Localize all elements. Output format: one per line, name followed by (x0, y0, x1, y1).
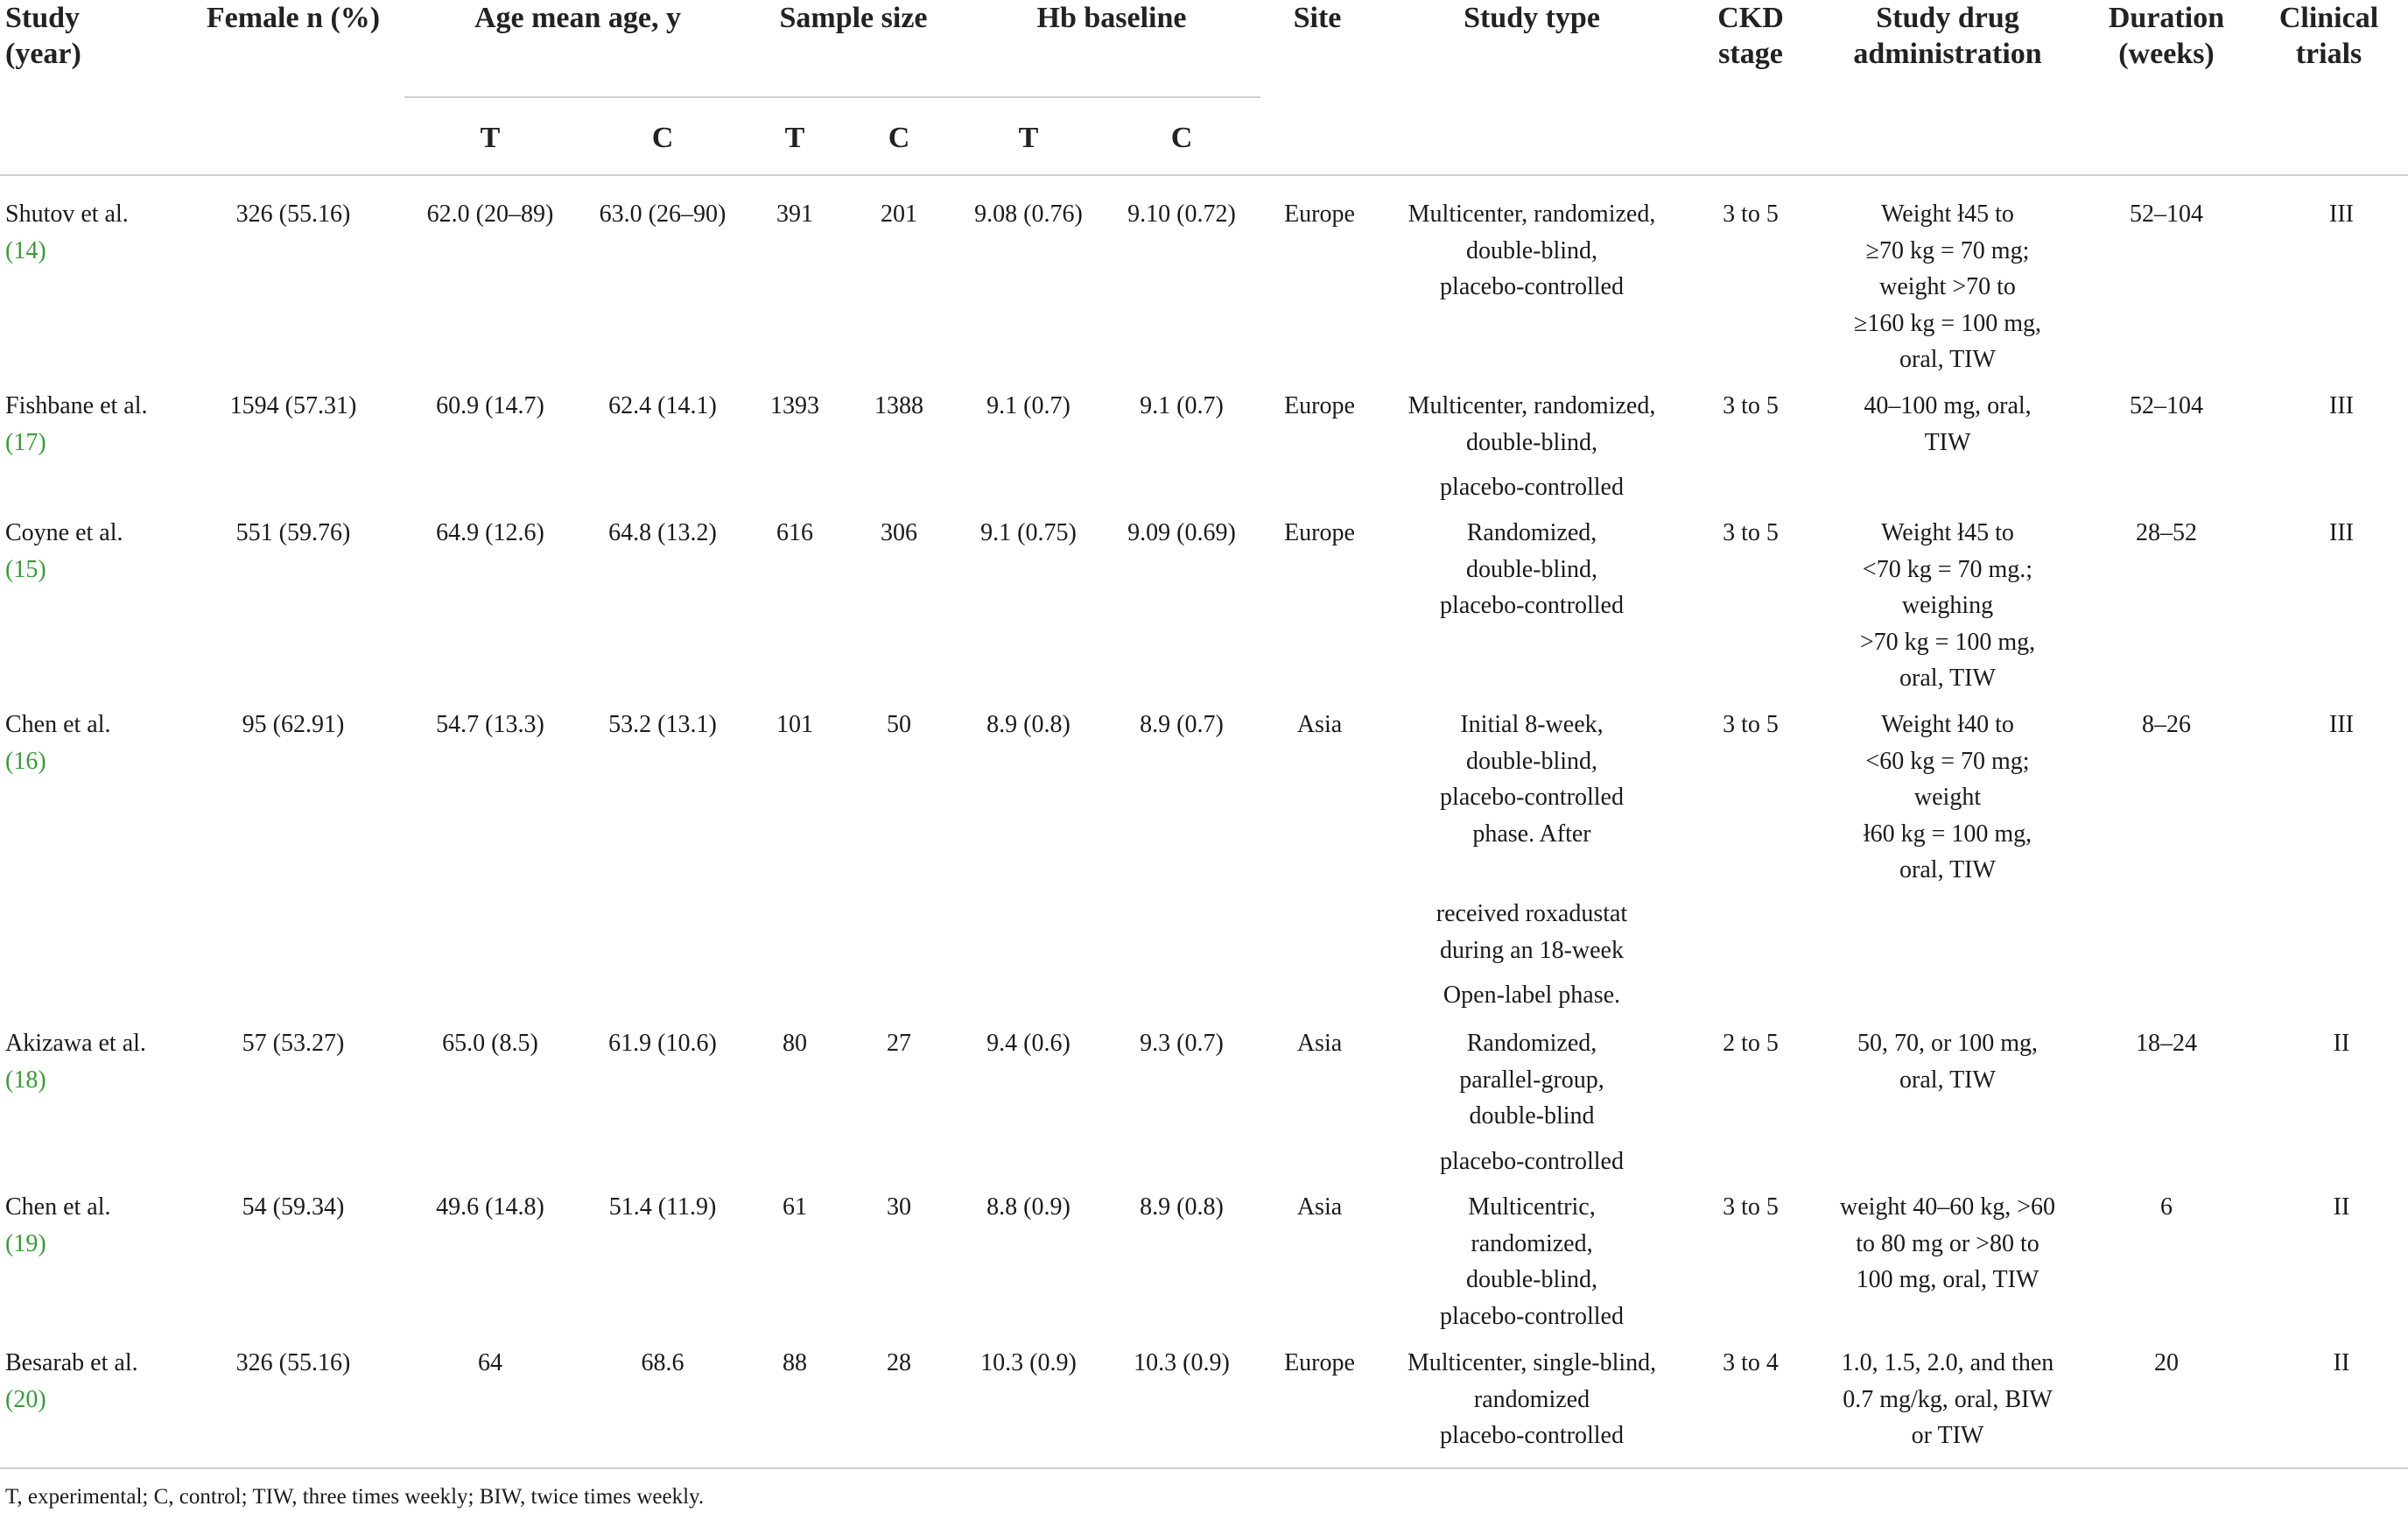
header-duration: Duration (weeks) (2108, 2, 2225, 70)
site-cell: Asia (1296, 1193, 1343, 1221)
hb-t-cell: 8.8 (0.9) (986, 1193, 1071, 1221)
hb-c-cell: 9.10 (0.72) (1127, 201, 1236, 228)
site-cell: Asia (1296, 711, 1343, 738)
hb-c-cell: 9.09 (0.69) (1127, 519, 1236, 546)
subheader-age-t: T (480, 122, 501, 154)
site-cell: Europe (1284, 392, 1355, 419)
drug-cell: Weight ł45 to <70 kg = 70 mg.; weighing >70 kg = 100 mg, oral, TIW (1859, 519, 2036, 692)
drug-cell: Weight ł45 to ≥70 kg = 70 mg; weight >70 to ≥160 kg = 100 mg, oral, TIW (1854, 201, 2041, 373)
header-bottom-rule (0, 174, 2408, 176)
duration-cell: 6 (2160, 1193, 2173, 1221)
age-c-cell: 62.4 (14.1) (608, 392, 717, 419)
duration-cell: 52–104 (2130, 201, 2203, 228)
sample-t-cell: 1393 (770, 392, 819, 419)
sample-c-cell: 201 (881, 201, 917, 228)
drug-cell: 40–100 mg, oral, TIW (1864, 392, 2032, 456)
hb-t-cell: 8.9 (0.8) (986, 711, 1071, 738)
hb-c-cell: 8.9 (0.7) (1140, 711, 1224, 738)
header-hb-baseline: Hb baseline (1036, 2, 1187, 34)
age-t-cell: 54.7 (13.3) (436, 711, 544, 738)
header-site: Site (1293, 2, 1342, 34)
hb-t-cell: 10.3 (0.9) (980, 1349, 1077, 1376)
ckd-cell: 2 to 5 (1723, 1030, 1779, 1057)
age-t-cell: 60.9 (14.7) (436, 392, 544, 419)
study-type-cell: Randomized, double-blind, placebo-controlled (1440, 519, 1624, 619)
subheader-sample-c: C (888, 122, 910, 154)
duration-cell: 8–26 (2142, 711, 2191, 738)
age-c-cell: 63.0 (26–90) (599, 201, 727, 228)
female-cell: 57 (53.27) (242, 1030, 345, 1057)
age-c-cell: 61.9 (10.6) (608, 1030, 717, 1057)
study-cell: Chen et al. (16) (5, 711, 111, 775)
ckd-cell: 3 to 5 (1723, 201, 1779, 228)
study-cell: Coyne et al. (15) (5, 519, 123, 583)
study-cell: Shutov et al. (14) (5, 201, 129, 264)
header-ckd-stage: CKD stage (1717, 2, 1784, 70)
female-cell: 551 (59.76) (235, 519, 351, 546)
trial-cell: II (2333, 1193, 2350, 1221)
header-female: Female n (%) (206, 2, 381, 34)
subheader-sample-t: T (784, 122, 805, 154)
sample-t-cell: 61 (783, 1193, 807, 1221)
female-cell: 54 (59.34) (242, 1193, 345, 1221)
ckd-cell: 3 to 5 (1723, 519, 1779, 546)
ckd-cell: 3 to 5 (1723, 392, 1779, 419)
study-type-cell: Multicentric, randomized, double-blind, placebo-controlled (1440, 1193, 1624, 1330)
trial-cell: III (2329, 519, 2354, 546)
sample-t-cell: 101 (776, 711, 813, 738)
header-study-drug: Study drug administration (1853, 2, 2042, 70)
header-group-rule (404, 96, 1260, 98)
study-cell: Besarab et al. (20) (5, 1349, 138, 1413)
study-type-cell: Initial 8-week, double-blind, placebo-controlled phase. After received roxadustat during an 18-week Open-label phase. (1436, 711, 1628, 1009)
sample-t-cell: 391 (776, 201, 813, 228)
hb-c-cell: 10.3 (0.9) (1134, 1349, 1230, 1376)
subheader-hb-t: T (1018, 122, 1039, 154)
study-type-cell: Multicenter, randomized, double-blind, placebo-controlled (1408, 201, 1656, 300)
subheader-hb-c: C (1170, 122, 1193, 154)
sample-c-cell: 28 (887, 1349, 911, 1376)
age-c-cell: 68.6 (641, 1349, 684, 1376)
study-type-cell: Multicenter, single-blind, randomized placebo-controlled (1407, 1349, 1657, 1449)
age-t-cell: 64 (478, 1349, 502, 1376)
sample-t-cell: 88 (783, 1349, 807, 1376)
trial-cell: II (2333, 1349, 2350, 1376)
female-cell: 95 (62.91) (242, 711, 345, 738)
trial-cell: III (2329, 201, 2354, 228)
female-cell: 326 (55.16) (235, 201, 351, 228)
hb-c-cell: 9.3 (0.7) (1140, 1030, 1224, 1057)
trial-cell: III (2329, 711, 2354, 738)
age-c-cell: 51.4 (11.9) (608, 1193, 717, 1221)
hb-c-cell: 8.9 (0.8) (1140, 1193, 1224, 1221)
sample-c-cell: 1388 (874, 392, 923, 419)
sample-c-cell: 306 (881, 519, 917, 546)
hb-t-cell: 9.1 (0.7) (986, 392, 1071, 419)
hb-t-cell: 9.1 (0.75) (980, 519, 1077, 546)
duration-cell: 28–52 (2136, 519, 2197, 546)
age-t-cell: 49.6 (14.8) (436, 1193, 544, 1221)
sample-t-cell: 616 (776, 519, 813, 546)
ckd-cell: 3 to 5 (1723, 711, 1779, 738)
hb-t-cell: 9.4 (0.6) (986, 1030, 1071, 1057)
table-bottom-rule (0, 1467, 2408, 1469)
study-type-cell: Multicenter, randomized, double-blind, placebo-controlled (1408, 392, 1656, 501)
ckd-cell: 3 to 5 (1723, 1193, 1779, 1221)
header-clinical-trials: Clinical trials (2278, 2, 2379, 70)
drug-cell: Weight ł40 to <60 kg = 70 mg; weight ł60 kg = 100 mg, oral, TIW (1863, 711, 2032, 883)
header-study-type: Study type (1464, 2, 1600, 34)
age-t-cell: 64.9 (12.6) (436, 519, 544, 546)
study-cell: Akizawa et al. (18) (5, 1030, 146, 1094)
site-cell: Europe (1284, 519, 1355, 546)
site-cell: Europe (1284, 201, 1355, 228)
drug-cell: 1.0, 1.5, 2.0, and then 0.7 mg/kg, oral, BIW or TIW (1841, 1349, 2054, 1449)
duration-cell: 18–24 (2136, 1030, 2197, 1057)
age-c-cell: 64.8 (13.2) (608, 519, 717, 546)
sample-c-cell: 50 (887, 711, 911, 738)
age-c-cell: 53.2 (13.1) (608, 711, 717, 738)
drug-cell: weight 40–60 kg, >60 to 80 mg or >80 to 100 mg, oral, TIW (1840, 1193, 2055, 1293)
sample-t-cell: 80 (783, 1030, 807, 1057)
hb-t-cell: 9.08 (0.76) (974, 201, 1083, 228)
table-footnote: T, experimental; C, control; TIW, three times weekly; BIW, twice times weekly. (5, 1485, 705, 1509)
trial-cell: III (2329, 392, 2354, 419)
site-cell: Europe (1284, 1349, 1355, 1376)
female-cell: 1594 (57.31) (229, 392, 357, 419)
study-cell: Fishbane et al. (17) (5, 392, 148, 456)
header-age: Age mean age, y (474, 2, 682, 34)
age-t-cell: 65.0 (8.5) (442, 1030, 538, 1057)
sample-c-cell: 27 (887, 1030, 911, 1057)
header-study: Study (year) (5, 2, 81, 70)
site-cell: Asia (1296, 1030, 1343, 1057)
age-t-cell: 62.0 (20–89) (426, 201, 554, 228)
ckd-cell: 3 to 4 (1723, 1349, 1779, 1376)
hb-c-cell: 9.1 (0.7) (1140, 392, 1224, 419)
duration-cell: 20 (2154, 1349, 2179, 1376)
header-sample-size: Sample size (779, 2, 928, 34)
subheader-age-c: C (651, 122, 674, 154)
sample-c-cell: 30 (887, 1193, 911, 1221)
duration-cell: 52–104 (2130, 392, 2203, 419)
female-cell: 326 (55.16) (235, 1349, 351, 1376)
study-type-cell: Randomized, parallel-group, double-blind placebo-controlled (1440, 1030, 1624, 1175)
drug-cell: 50, 70, or 100 mg, oral, TIW (1857, 1030, 2039, 1094)
trial-cell: II (2333, 1030, 2350, 1057)
study-cell: Chen et al. (19) (5, 1193, 111, 1257)
